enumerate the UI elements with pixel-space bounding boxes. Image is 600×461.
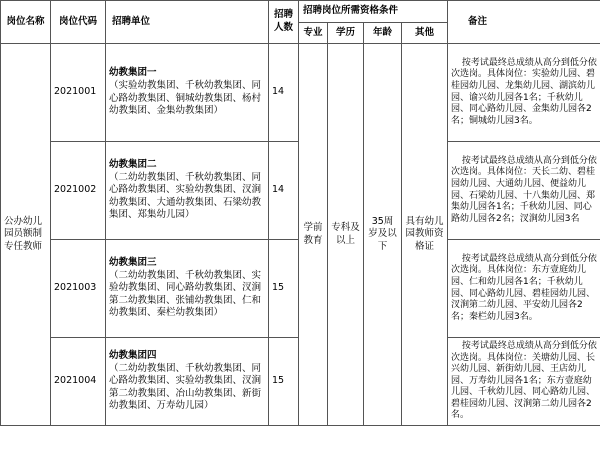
group-title: 幼教集团四	[109, 350, 157, 362]
count-cell: 14	[269, 44, 299, 142]
remark-text: 按考试最终总成绩从高分到低分依次选岗。具体岗位：天长二幼、碧桂园幼儿园、大通幼儿园、便益幼儿园、石梁幼儿园、十八集幼儿园、郑集幼儿园各1名；千秋幼儿园、同心路幼儿园各2名；汊涧幼儿园3名	[451, 155, 597, 224]
remark-text: 按考试最终总成绩从高分到低分依次选岗。具体岗位：实验幼儿园、碧桂园幼儿园、龙集幼儿园、湖滨幼儿园、谕兴幼儿园各1名；千秋幼儿园、同心路幼儿园、金集幼儿园各2名；铜城幼儿园3名。	[451, 57, 597, 126]
post-code-cell: 2021002	[51, 142, 106, 240]
group-members: （二幼幼教集团、千秋幼教集团、同心路幼教集团、实验幼教集团、汊涧幼教集团、大通幼教集团、石梁幼教集团、郑集幼儿园）	[109, 171, 262, 221]
unit-cell	[106, 338, 269, 426]
remark-text: 按考试最终总成绩从高分到低分依次选岗。具体岗位：关塘幼儿园、长兴幼儿园、新街幼儿园、王店幼儿园、万寿幼儿园各1名；东方壹庭幼儿园、千秋幼儿园、同心路幼儿园、碧桂园幼儿园、汊涧第二幼儿园各2名。	[451, 341, 597, 421]
remark-text: 按考试最终总成绩从高分到低分依次选岗。具体岗位：东方壹庭幼儿园、仁和幼儿园各1名；千秋幼儿园、同心路幼儿园、碧桂园幼儿园、汊涧第二幼儿园、平安幼儿园各2名；秦栏幼儿园3名。	[451, 253, 597, 322]
header-remark: 备注	[448, 1, 600, 44]
header-other: 其他	[402, 23, 448, 44]
header-count: 招聘人数	[269, 1, 299, 44]
header-post-name: 岗位名称	[1, 1, 51, 44]
remark-cell	[448, 142, 600, 240]
remark-cell	[448, 44, 600, 142]
header-major: 专业	[299, 23, 328, 44]
header-post-code: 岗位代码	[51, 1, 106, 44]
age-cell: 35周岁及以下	[364, 44, 402, 426]
count-cell: 14	[269, 142, 299, 240]
table-row	[1, 44, 600, 142]
remark-cell	[448, 240, 600, 338]
unit-cell	[106, 240, 269, 338]
group-members: （实验幼教集团、千秋幼教集团、同心路幼教集团、铜城幼教集团、杨村幼教集团、金集幼教集团）	[109, 79, 262, 117]
count-cell: 15	[269, 338, 299, 426]
remark-cell	[448, 338, 600, 426]
post-code-cell: 2021003	[51, 240, 106, 338]
group-title: 幼教集团二	[109, 159, 157, 171]
count-cell: 15	[269, 240, 299, 338]
header-unit: 招聘单位	[106, 1, 269, 44]
post-code-cell: 2021001	[51, 44, 106, 142]
group-title: 幼教集团三	[109, 257, 157, 269]
header-conditions: 招聘岗位所需资格条件	[299, 1, 448, 23]
header-age: 年龄	[364, 23, 402, 44]
group-members: （二幼幼教集团、千秋幼教集团、实验幼教集团、同心路幼教集团、汊涧第二幼教集团、张铺幼教集团、仁和幼教集团、秦栏幼教集团）	[109, 269, 262, 319]
post-code-cell: 2021004	[51, 338, 106, 426]
education-cell: 专科及以上	[328, 44, 364, 426]
major-cell: 学前教育	[299, 44, 328, 426]
other-cell: 具有幼儿园教师资格证	[402, 44, 448, 426]
group-title: 幼教集团一	[109, 67, 157, 79]
header-education: 学历	[328, 23, 364, 44]
group-members: （二幼幼教集团、千秋幼教集团、同心路幼教集团、实验幼教集团、汊涧第二幼教集团、冶山幼教集团、新街幼教集团、万寿幼儿园）	[109, 362, 262, 412]
post-name-cell: 公办幼儿园员额制专任教师	[1, 44, 51, 426]
unit-cell	[106, 142, 269, 240]
unit-cell	[106, 44, 269, 142]
